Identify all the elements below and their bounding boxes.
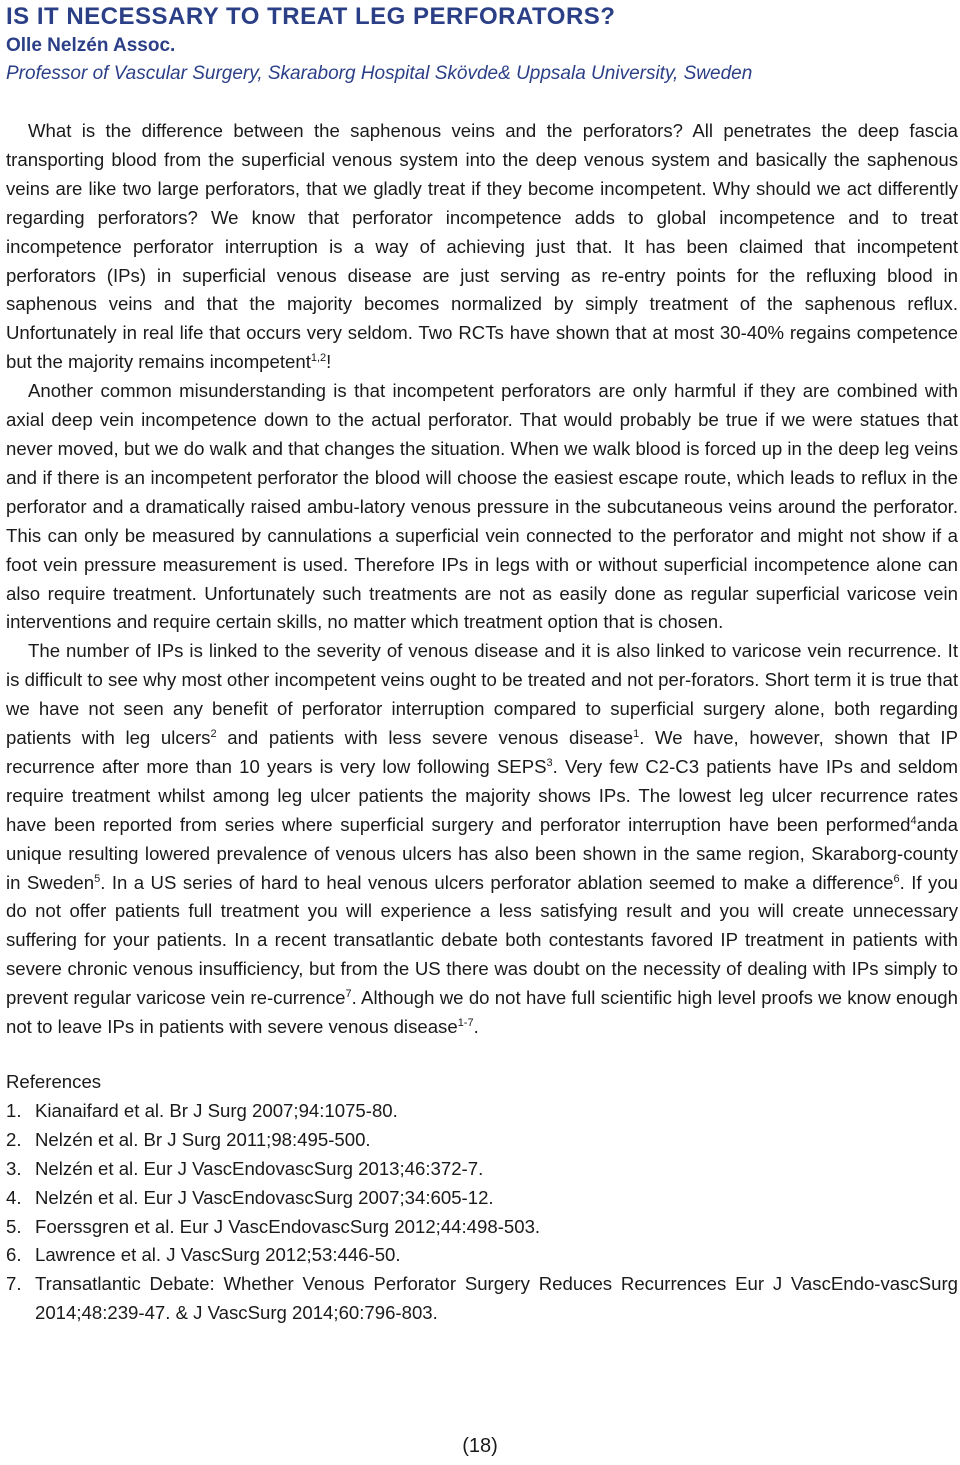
article-body	[6, 117, 958, 1042]
reference-text: Nelzén et al. Eur J VascEndovascSurg 2013;46:372-7.	[35, 1157, 484, 1179]
paragraph-text: . Very few C2-C3 patients have IPs and seldom require treatment whilst among leg ulcer patients the majority shows IPs. The lowest leg ulcer recurrence rates have been reported from series where superficial surgery and perforator interruption have been performed	[6, 755, 958, 835]
citation-superscript: 1,2	[310, 352, 327, 365]
paragraph-text: and patients with less severe venous disease	[216, 727, 634, 749]
reference-item	[6, 1155, 958, 1184]
reference-number: 5.	[6, 1215, 22, 1237]
document-page	[6, 2, 958, 1328]
references-section	[6, 1068, 958, 1328]
article-title: IS IT NECESSARY TO TREAT LEG PERFORATORS?	[6, 3, 616, 30]
reference-item	[6, 1270, 958, 1328]
reference-number: 7.	[6, 1273, 22, 1295]
reference-text: Transatlantic Debate: Whether Venous Perforator Surgery Reduces Recurrences Eur J VascEndo-vascSurg 2014;48:239-47. & J VascSurg 2014;60:796-803.	[35, 1273, 958, 1324]
paragraph-text: . We have, however, shown that IP recurrence after more than 10 years is very low following SEPS	[6, 727, 958, 777]
reference-item	[6, 1241, 958, 1270]
citation-superscript: 2	[210, 727, 217, 740]
citation-superscript: 7	[345, 988, 352, 1000]
citation-superscript: 1-7	[457, 1016, 474, 1029]
references-heading: References	[6, 1071, 102, 1092]
paragraph-text: . In a US series of hard to heal venous ulcers perforator ablation seemed to make a difference	[100, 871, 894, 893]
paragraph-text: !	[326, 351, 332, 373]
reference-item	[6, 1097, 958, 1126]
paragraph-text: Another common misunderstanding is that incompetent perforators are only harmful if they are combined with axial deep vein incompetence down to the actual perforator. That would probably be true if we were statues that never moved, but we do walk and that changes the situation. When we walk blood is forced up in the deep leg veins and if there is an incompetent perforator the blood will choose the easiest escape route, which leads to reflux in the perforator and a dramatically raised ambu-latory venous pressure in the subcutaneous veins around the perforator. This can only be measured by cannulations a superficial vein connected to the perforator and might not show if a foot vein pressure measurement is used. Therefore IPs in legs with or without superficial incompetence alone can also require treatment. Unfortunately such treatments are not as easily done as regular superficial varicose vein interventions and require certain skills, no matter which treatment option that is chosen.	[6, 380, 958, 633]
paragraph-text: What is the difference between the saphenous veins and the perforators? All penetrates the deep fascia transporting blood from the superficial venous system into the deep venous system and basically the saphenous veins are like two large perforators, that we gladly treat if they become incompetent. Why should we act differently regarding perforators? We know that perforator incompetence adds to global incompetence and to treat incompetence perforator interruption is a way of achieving just that. It has been claimed that incompetent perforators (IPs) in superficial venous disease are just serving as re-entry points for the refluxing blood in saphenous veins and that the majority becomes normalized by simply treatment of the saphenous reflux. Unfortunately in real life that occurs very seldom. Two RCTs have shown that at most 30-40% regains competence but the majority remains incompetent	[6, 120, 958, 373]
paragraph-text: . If you do not offer patients full treatment you will experience a less satisfying result and you will create unnecessary suffering for your patients. In a recent transatlantic debate both contestants favored IP treatment in patients with severe chronic venous insufficiency, but from the US there was doubt on the necessity of dealing with IPs simply to prevent regular varicose vein re-currence	[6, 871, 959, 1009]
body-paragraph	[6, 377, 958, 637]
body-paragraph	[6, 637, 958, 1042]
references-list	[6, 1097, 958, 1328]
reference-text: Lawrence et al. J VascSurg 2012;53:446-50.	[35, 1244, 401, 1266]
citation-superscript: 5	[94, 872, 101, 885]
reference-number: 3.	[6, 1157, 22, 1179]
paragraph-text: . Although we do not have full scientific high level proofs we know enough not to leave IPs in patients with severe venous disease	[6, 987, 958, 1038]
body-paragraph	[6, 117, 958, 377]
reference-number: 1.	[6, 1099, 22, 1121]
reference-item	[6, 1213, 958, 1242]
reference-text: Nelzén et al. Br J Surg 2011;98:495-500.	[35, 1128, 371, 1150]
reference-text: Nelzén et al. Eur J VascEndovascSurg 2007;34:605-12.	[35, 1186, 494, 1208]
reference-item	[6, 1126, 958, 1155]
reference-text: Kianaifard et al. Br J Surg 2007;94:1075-80.	[35, 1099, 398, 1121]
author-affiliation: Professor of Vascular Surgery, Skaraborg Hospital Skövde& Uppsala University, Sweden	[6, 63, 753, 84]
reference-number: 2.	[6, 1128, 22, 1150]
citation-superscript: 4	[910, 814, 917, 827]
paragraph-text: The number of IPs is linked to the severity of venous disease and it is also linked to varicose vein recurrence. It is difficult to see why most other incompetent veins ought to be treated and not per-forators. Short term it is true that we have not seen any benefit of perforator interruption compared to superficial surgery alone, both regarding patients with leg ulcers	[6, 640, 958, 749]
author-name: Olle Nelzén Assoc.	[6, 35, 176, 56]
reference-number: 6.	[6, 1244, 22, 1266]
paragraph-text: .	[473, 1016, 479, 1038]
reference-number: 4.	[6, 1186, 22, 1208]
citation-superscript: 1	[633, 727, 640, 740]
citation-superscript: 6	[893, 872, 900, 885]
paragraph-text: anda unique resulting lowered prevalence of venous ulcers has also been shown in the same region, Skaraborg-county in Sweden	[6, 813, 958, 893]
reference-item	[6, 1184, 958, 1213]
page-number: (18)	[462, 1435, 498, 1457]
reference-text: Foerssgren et al. Eur J VascEndovascSurg 2012;44:498-503.	[35, 1215, 541, 1237]
citation-superscript: 3	[546, 756, 553, 769]
